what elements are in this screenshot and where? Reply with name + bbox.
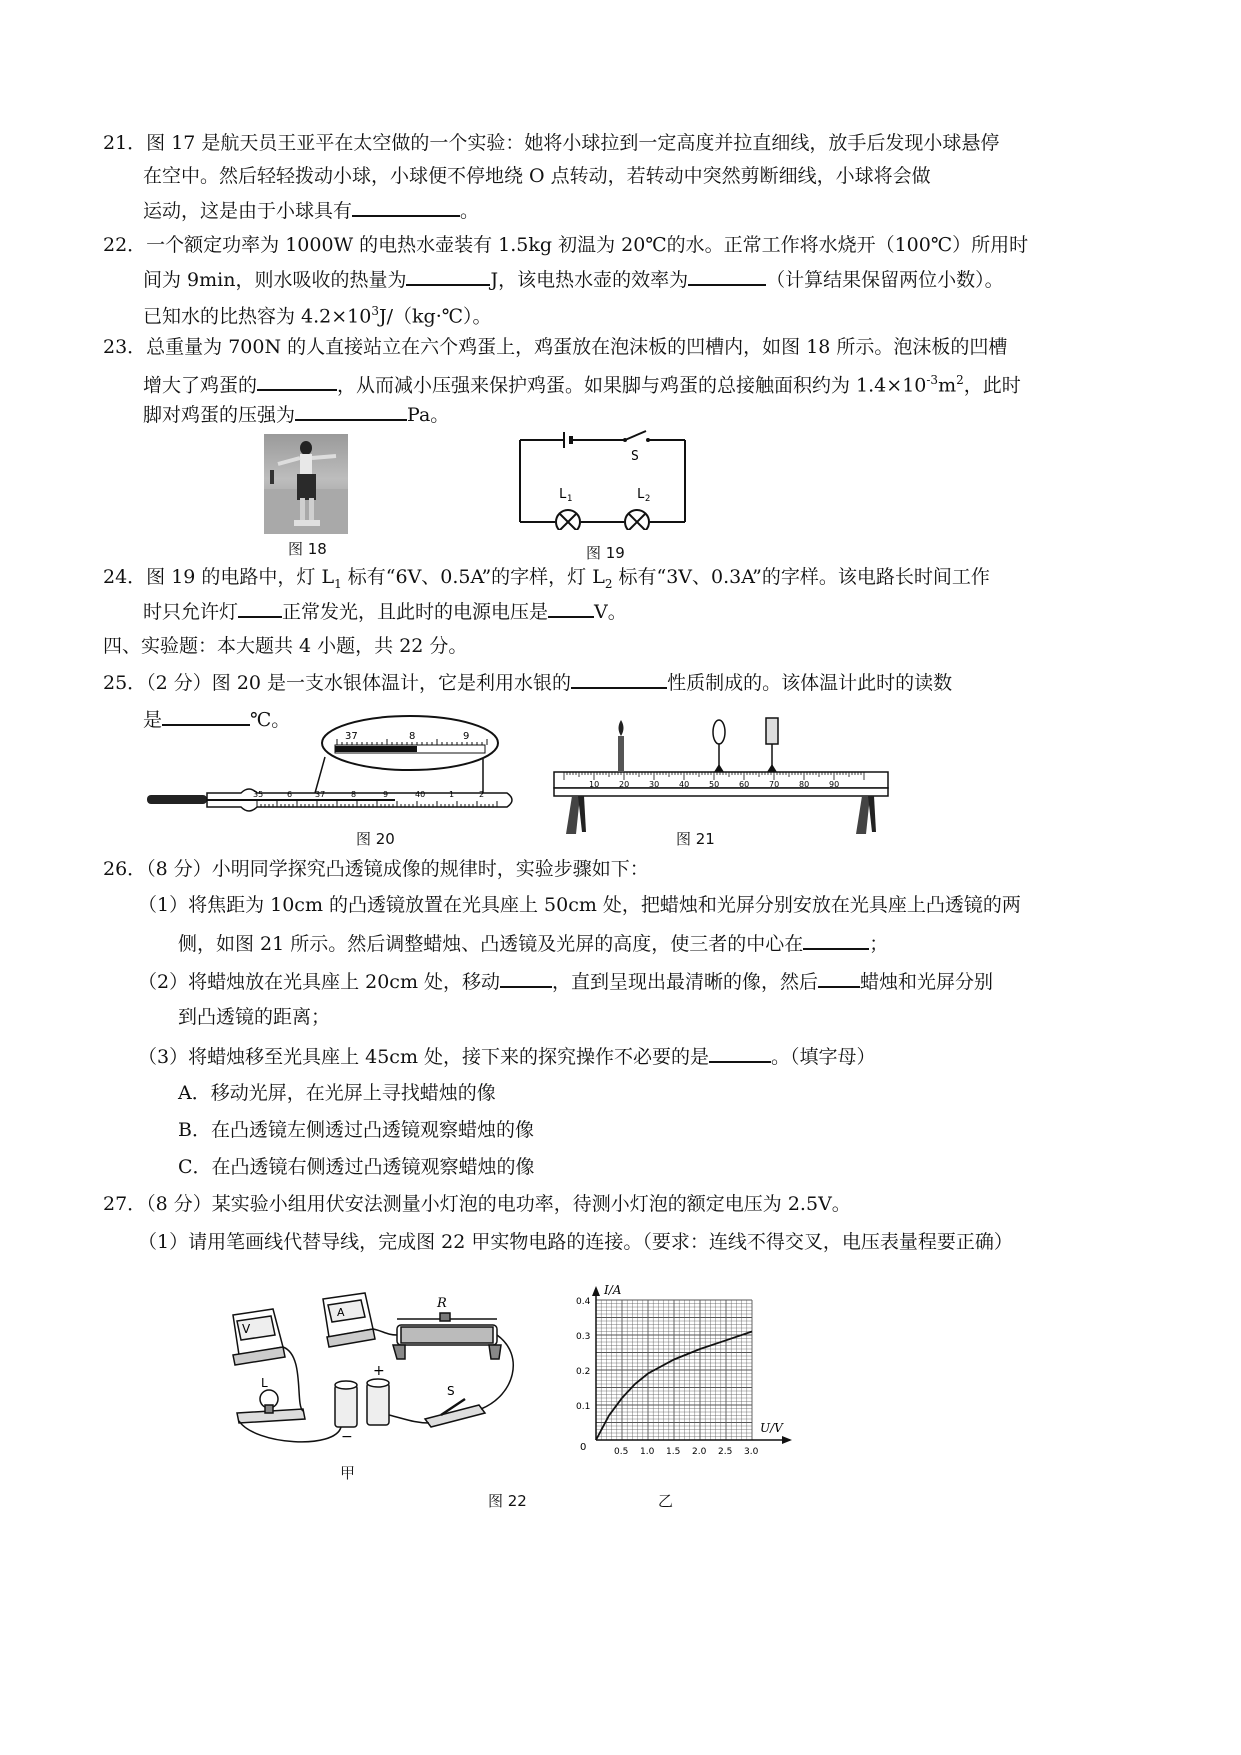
y-tick-label: 0.4 <box>576 1297 591 1307</box>
rheostat-label: R <box>437 1296 447 1311</box>
q23-line1: 23．总重量为 700N 的人直接站立在六个鸡蛋上，鸡蛋放在泡沫板的凹槽内，如图 18 所示。泡沫板的凹槽 <box>103 336 1008 358</box>
q24-line1 <box>103 565 990 596</box>
answer-blank[interactable] <box>238 598 282 618</box>
answer-blank[interactable] <box>257 371 337 391</box>
q22-text-d: 已知水的比热容为 4.2×10 <box>143 305 372 328</box>
q26-line1: 26．（8 分）小明同学探究凸透镜成像的规律时，实验步骤如下： <box>103 858 649 880</box>
switch-label: S <box>631 449 639 464</box>
zoom-label-8: 8 <box>409 731 416 742</box>
q25-text-b: 性质制成的。该体温计此时的读数 <box>667 672 953 694</box>
x-tick-label: 2.5 <box>718 1447 733 1457</box>
q24-text-f: V。 <box>594 601 627 623</box>
q21-end: 。 <box>460 200 480 222</box>
q23-line3 <box>143 401 449 427</box>
battery-plus: + <box>373 1363 385 1379</box>
answer-blank[interactable] <box>803 930 869 950</box>
answer-blank[interactable] <box>688 266 766 286</box>
scale-label: 40 <box>415 790 426 799</box>
y-tick-label: 0.2 <box>576 1367 591 1377</box>
q25-text-a: 25．（2 分）图 20 是一支水银体温计，它是利用水银的 <box>103 672 572 694</box>
x-tick-label: 3.0 <box>744 1447 759 1457</box>
q23-text-e: 脚对鸡蛋的压强为 <box>143 404 296 426</box>
ruler-label: 80 <box>799 780 810 789</box>
voltmeter-label: V <box>242 1322 251 1336</box>
answer-blank[interactable] <box>352 197 460 217</box>
q25-text-d: ℃。 <box>250 709 291 731</box>
q26-text-d: ，直到呈现出最清晰的像，然后 <box>552 971 819 993</box>
q27-line1: 27．（8 分）某实验小组用伏安法测量小灯泡的电功率，待测小灯泡的额定电压为 2.5V。 <box>103 1193 851 1215</box>
q22-line1: 22．一个额定功率为 1000W 的电热水壶装有 1.5kg 初温为 20℃的水。正常工作将水烧开（100℃）所用时 <box>103 234 1029 256</box>
lamp1-label: $L_1$ <box>559 487 573 504</box>
figure-18-caption: 图 18 <box>288 540 327 558</box>
q27-step1: （1）请用笔画线代替导线，完成图 22 甲实物电路的连接。（要求：连线不得交叉，电压表量程要正确） <box>138 1231 1013 1253</box>
q26-text-e: 蜡烛和光屏分别 <box>860 971 994 993</box>
scale-label: 35 <box>253 790 264 799</box>
battery-minus: − <box>341 1429 353 1445</box>
q26-text-f: （3）将蜡烛移至光具座上 45cm 处，接下来的探究操作不必要的是 <box>138 1046 710 1068</box>
x-axis-label: U/V <box>760 1421 783 1435</box>
figure-22b-label: 乙 <box>658 1492 674 1510</box>
q21-line1: 21．图 17 是航天员王亚平在太空做的一个实验：她将小球拉到一定高度并拉直细线，放手后发现小球悬停 <box>103 132 1000 154</box>
scale-label: 37 <box>315 790 326 799</box>
ruler-label: 50 <box>709 780 720 789</box>
x-tick-label: 2.0 <box>692 1447 707 1457</box>
figure-21-caption: 图 21 <box>676 830 715 848</box>
q26-step1a: （1）将焦距为 10cm 的凸透镜放置在光具座上 50cm 处，把蜡烛和光屏分别安放在光具座上凸透镜的两 <box>138 894 1021 916</box>
iu-chart <box>568 1282 798 1462</box>
scale-label: 1 <box>449 790 455 799</box>
q26-text-b: ； <box>869 933 889 955</box>
figure-22-caption: 图 22 <box>488 1492 527 1510</box>
q23-line2 <box>143 368 1021 397</box>
figure-21-optical-bench <box>552 712 892 837</box>
ruler-label: 40 <box>679 780 690 789</box>
circuit-diagram <box>515 430 690 530</box>
q26-step2b: 到凸透镜的距离； <box>178 1006 331 1028</box>
ruler-label: 10 <box>589 780 600 789</box>
q22-text-b: J，该电热水壶的效率为 <box>490 269 689 291</box>
subscript: 2 <box>604 576 613 591</box>
q24-line2 <box>143 598 627 624</box>
x-axis-arrow <box>782 1436 792 1444</box>
x-tick-label: 1.0 <box>640 1447 655 1457</box>
switch-label: S <box>447 1384 455 1398</box>
thermometer-image <box>145 715 525 825</box>
q26-text-g: 。（填字母） <box>771 1046 876 1068</box>
q23-text-d: ，此时 <box>963 374 1021 397</box>
q21-text: 运动，这是由于小球具有 <box>143 200 353 222</box>
q25-text-c: 是 <box>143 709 163 731</box>
figure-20-caption: 图 20 <box>356 830 395 848</box>
answer-blank[interactable] <box>818 968 860 988</box>
zoom-label-37: 37 <box>345 731 358 742</box>
answer-blank[interactable] <box>295 401 407 421</box>
q24-text-b: 标有“6V、0.5A”的字样，灯 L <box>341 566 605 588</box>
q26-step2a <box>138 968 993 994</box>
q22-line3 <box>143 299 492 328</box>
answer-blank[interactable] <box>548 598 594 618</box>
figure-18-photo <box>264 434 348 534</box>
q23-text-a: 增大了鸡蛋的 <box>143 374 258 397</box>
person-on-eggs-image <box>264 434 348 534</box>
section-4-heading: 四、实验题：本大题共 4 小题，共 22 分。 <box>103 635 468 657</box>
ruler-label: 70 <box>769 780 780 789</box>
q23-text-f: Pa。 <box>407 404 450 426</box>
ruler-label: 90 <box>829 780 840 789</box>
answer-blank[interactable] <box>406 266 490 286</box>
q26-step1b <box>178 930 888 956</box>
ruler-label: 20 <box>619 780 630 789</box>
q23-text-c: m <box>938 374 957 397</box>
answer-blank[interactable] <box>571 669 667 689</box>
q26-text-a: 侧，如图 21 所示。然后调整蜡烛、凸透镜及光屏的高度，使三者的中心在 <box>178 933 804 955</box>
figure-22a-label: 甲 <box>340 1464 356 1482</box>
figure-22b-graph <box>568 1282 798 1462</box>
figure-19-circuit <box>515 430 690 530</box>
q24-text-e: 正常发光，且此时的电源电压是 <box>282 601 549 623</box>
q24-text-d: 时只允许灯 <box>143 601 239 623</box>
q26-text-c: （2）将蜡烛放在光具座上 20cm 处，移动 <box>138 971 501 993</box>
lamp-label: L <box>261 1376 268 1390</box>
q26-option-c: C．在凸透镜右侧透过凸透镜观察蜡烛的像 <box>178 1156 535 1178</box>
zoom-label-9: 9 <box>463 731 470 742</box>
q22-text-c: （计算结果保留两位小数）。 <box>766 269 1004 291</box>
q22-text-e: J/（kg·℃）。 <box>379 305 492 328</box>
exponent: -3 <box>926 373 939 387</box>
q22-text-a: 间为 9min，则水吸收的热量为 <box>143 269 407 291</box>
answer-blank[interactable] <box>500 968 552 988</box>
figure-19-caption: 图 19 <box>586 544 625 562</box>
y-tick-label: 0.3 <box>576 1332 591 1342</box>
ammeter-label: A <box>337 1306 345 1319</box>
q23-text-b: ，从而减小压强来保护鸡蛋。如果脚与鸡蛋的总接触面积约为 1.4×10 <box>337 374 927 397</box>
exponent: 3 <box>371 304 379 318</box>
y-axis-label: I/A <box>604 1283 622 1297</box>
figure-20-thermometer <box>145 715 525 825</box>
physical-circuit-image <box>225 1285 525 1460</box>
q25-line1 <box>103 669 952 695</box>
ruler-label: 30 <box>649 780 660 789</box>
scale-label: 2 <box>479 790 485 799</box>
optical-bench-image <box>552 712 892 837</box>
scale-label: 9 <box>383 790 389 799</box>
q21-line2: 在空中。然后轻轻拨动小球，小球便不停地绕 O 点转动，若转动中突然剪断细线，小球将会做 <box>143 165 931 187</box>
q21-line3 <box>143 197 479 223</box>
x-tick-label: 1.5 <box>666 1447 681 1457</box>
subscript: 1 <box>334 576 342 591</box>
y-axis-arrow <box>592 1286 600 1296</box>
answer-blank[interactable] <box>709 1043 771 1063</box>
lamp2-label: $L_2$ <box>637 487 651 504</box>
ruler-label: 60 <box>739 780 750 789</box>
y-tick-label: 0.1 <box>576 1402 591 1412</box>
q24-text-a: 24．图 19 的电路中，灯 L <box>103 566 335 588</box>
q26-step3 <box>138 1043 876 1069</box>
scale-label: 6 <box>287 790 293 799</box>
exponent: 2 <box>956 373 964 387</box>
q26-option-b: B．在凸透镜左侧透过凸透镜观察蜡烛的像 <box>178 1119 534 1141</box>
figure-22a-circuit <box>225 1285 525 1460</box>
q24-text-c: 标有“3V、0.3A”的字样。该电路长时间工作 <box>612 566 990 588</box>
q26-option-a: A．移动光屏，在光屏上寻找蜡烛的像 <box>178 1082 496 1104</box>
x-tick-label: 0.5 <box>614 1447 629 1457</box>
q22-line2 <box>143 266 1004 292</box>
origin-label: 0 <box>580 1442 587 1453</box>
scale-label: 8 <box>351 790 357 799</box>
